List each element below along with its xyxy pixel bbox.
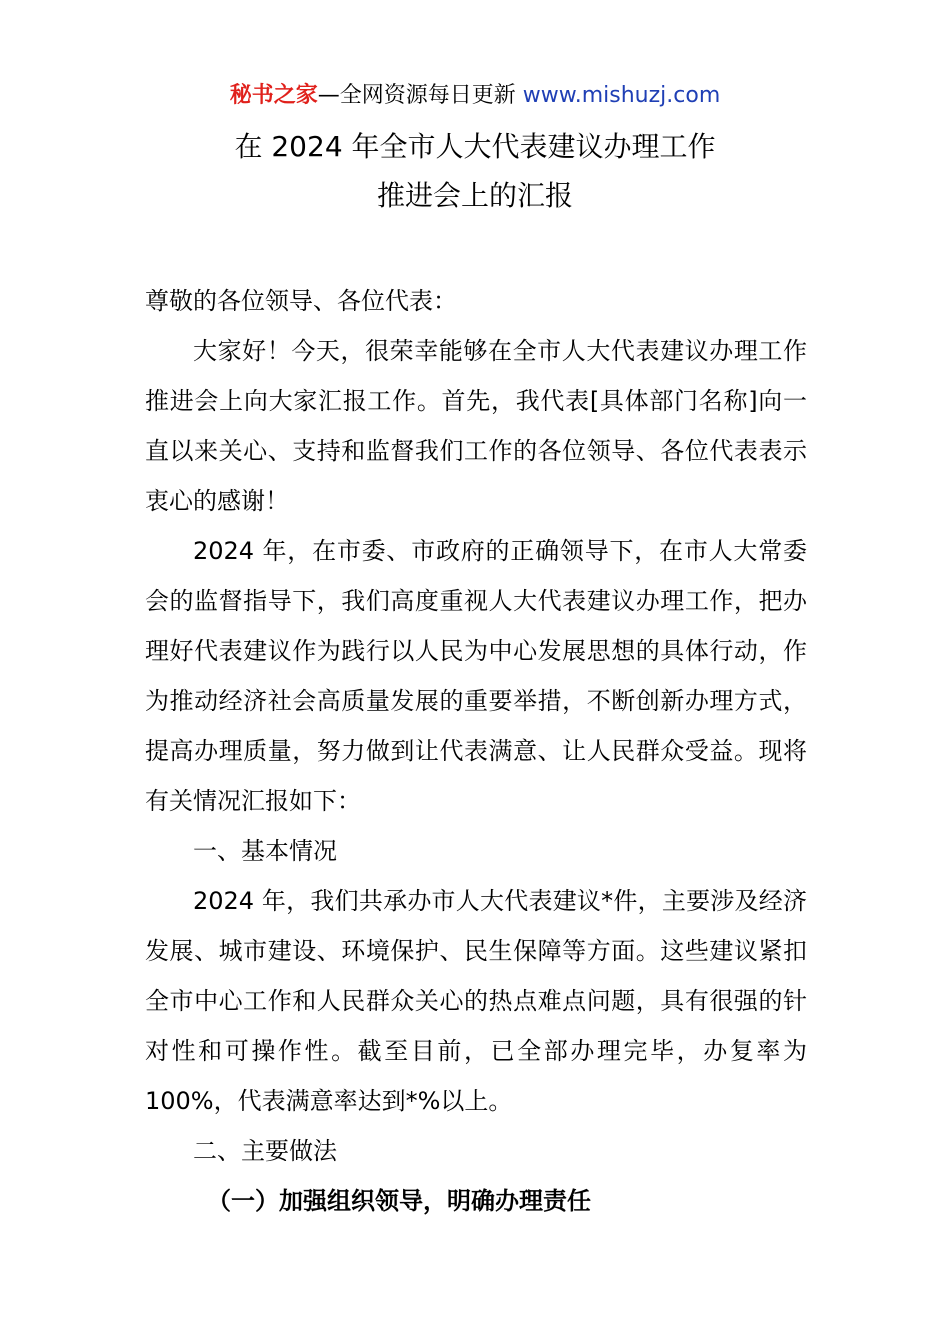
paragraph-greeting: 大家好！今天，很荣幸能够在全市人大代表建议办理工作推进会上向大家汇报工作。首先，我代表[具体部门名称]向一直以来关心、支持和监督我们工作的各位领导、各位代表表示衷心的感谢！ [145,337,807,515]
site-tagline: —全网资源每日更新 [317,83,523,108]
section-heading-basic: 一、基本情况 [193,837,337,865]
subsection-heading-organization: （一）加强组织领导，明确办理责任 [207,1187,591,1215]
site-header [0,80,950,112]
site-brand: 秘书之家 [229,83,318,108]
salutation: 尊敬的各位领导、各位代表： [145,287,457,315]
document-body [145,276,807,1226]
site-url-link[interactable]: www.mishuzj.com [522,83,721,108]
document-title-line1: 在 2024 年全市人大代表建议办理工作 [234,130,716,163]
paragraph-overview: 2024 年，在市委、市政府的正确领导下，在市人大常委会的监督指导下，我们高度重视人大代表建议办理工作，把办理好代表建议作为践行以人民为中心发展思想的具体行动，作为推动经济社会高质量发展的重要举措，不断创新办理方式，提高办理质量，努力做到让代表满意、让人民群众受益。现将有关情况汇报如下： [145,537,807,815]
section-heading-practices: 二、主要做法 [193,1137,337,1165]
document-title-line2: 推进会上的汇报 [376,179,573,212]
paragraph-basic-situation: 2024 年，我们共承办市人大代表建议*件，主要涉及经济发展、城市建设、环境保护、民生保障等方面。这些建议紧扣全市中心工作和人民群众关心的热点难点问题，具有很强的针对性和可操作性。截至目前，已全部办理完毕，办复率为 100%，代表满意率达到*%以上。 [145,887,807,1115]
